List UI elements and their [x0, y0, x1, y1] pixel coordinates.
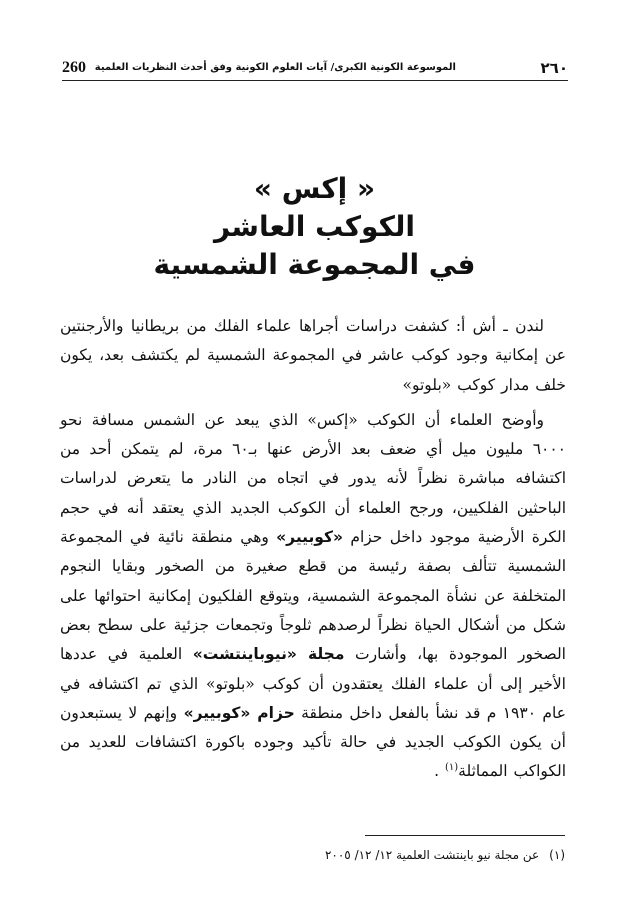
footnote-reference[interactable]: (١) — [444, 762, 459, 774]
title-line-2: الكوكب العاشر — [213, 210, 415, 243]
bold-term-kuiper: «كوبيير» — [276, 528, 344, 547]
paragraph-2-text-c: وهي منطقة نائية في المجموعة الشمسية تتألف بصفة رئيسة من قطع صغيرة من الصخور وبقايا النجوم المتخلفة عن نشأة المجموعة الشمسية، ويتوقع الفلكيون إمكانية احتوائها على شكل من أشكال الحياة نظراً لرصدهم ثلوجاً وتجمعات جزئية على سطح بعض الصخور الموجودة بها، وأشارت — [60, 528, 566, 664]
footnote-number: (١) — [549, 848, 565, 862]
footnote — [325, 846, 565, 864]
article-title — [0, 170, 629, 284]
title-line-1: « إكس » — [253, 172, 376, 205]
footnote-divider — [365, 835, 565, 836]
paragraph-2 — [60, 406, 566, 787]
page-number-latin: 260 — [62, 59, 86, 76]
paragraph-1: لندن ـ أش أ: كشفت دراسات أجراها علماء الفلك من بريطانيا والأرجنتين عن إمكانية وجود كوكب عاشر في المجموعة الشمسية لم يكتشف بعد، يكون خلف مدار كوكب «بلوتو» — [60, 317, 566, 394]
paragraph-2-text-a: وأوضح العلماء أن الكوكب «إكس» الذي يبعد عن الشمس مسافة نحو ٦٠٠٠ مليون ميل أي ضعف بعد الأرض عنها بـ٦٠ مرة، لم يتمكن أحد من اكتشافه مباشرة نظراً لأنه يدور في اتجاه من النادر ما يتعرض لدراسات الباحثين الفلكيين، ورجح العلماء أن الكوكب الجديد الذي يعتقد أنه في حجم الكرة الأرضية موجود داخل حزام — [60, 410, 567, 547]
bold-term-magazine: مجلة «نيوباينتشت» — [192, 645, 345, 664]
page-number-arabic: ٢٦٠ — [540, 59, 568, 77]
article-body — [60, 312, 566, 787]
running-title: الموسوعة الكونية الكبرى/ آيات العلوم الكونية وفق أحدث النظريات العلمية — [94, 62, 456, 73]
paragraph-2-text-e: العلمية في عددها الأخير إلى أن علماء الفلك يعتقدون أن كوكب «بلوتو» الذي تم اكتشافه في عام ١٩٣٠ م قد نشأ بالفعل داخل منطقة — [60, 645, 567, 722]
footnote-text: عن مجلة نيو باينتشت العلمية ١٢/ ١٢/ ٢٠٠٥ — [324, 848, 540, 862]
page-header — [62, 58, 568, 81]
paragraph-2-text-g: وإنهم لا يستبعدون أن يكون الكوكب الجديد في حالة تأكيد وجوده باكورة اكتشافات للعديد من الكواكب المماثلة — [60, 703, 566, 781]
bold-term-kuiper-belt: حزام «كوبيير» — [183, 703, 295, 722]
paragraph-2-end: . — [434, 762, 445, 781]
title-line-3: في المجموعة الشمسية — [153, 248, 476, 281]
